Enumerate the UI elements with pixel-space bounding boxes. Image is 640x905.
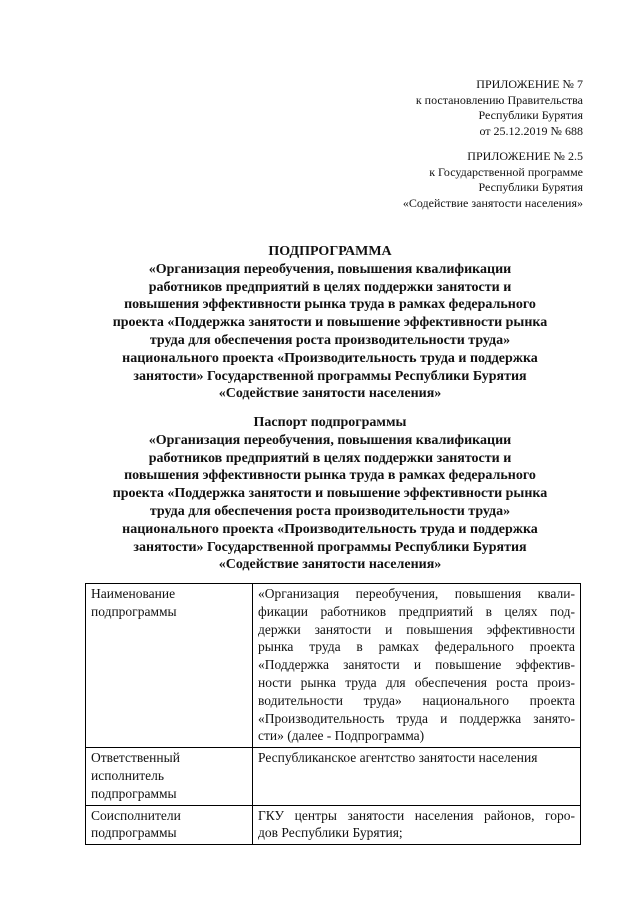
row-value-line: сти» (далее - Подпрограмма) xyxy=(258,728,425,744)
annex-2-5-header xyxy=(403,149,583,211)
row-value-cell xyxy=(253,748,581,805)
row-label-line: Соисполнители xyxy=(91,807,181,823)
annex-7-line: Республики Бурятия xyxy=(478,108,583,122)
row-value-line: «Производительность труда и поддержка занято- xyxy=(258,710,575,726)
row-label-line: подпрограммы xyxy=(91,825,177,841)
table-row xyxy=(86,748,581,805)
row-label-line: Наименование xyxy=(91,586,176,601)
row-value-line: «Организация переобучения, повышения квали- xyxy=(258,586,575,601)
subprogram-title-line: повышения эффективности рынка труда в рамках федерального xyxy=(124,297,536,313)
row-value-line: держки занятости и повышения эффективности xyxy=(258,621,575,637)
subprogram-title-line: работников предприятий в целях поддержки занятости и xyxy=(148,279,512,295)
passport-heading xyxy=(80,414,580,574)
annex-7-header xyxy=(416,77,583,139)
passport-title-line: работников предприятий в целях поддержки занятости и xyxy=(148,450,512,466)
subprogram-title-line: проекта «Поддержка занятости и повышение эффективности рынка xyxy=(112,315,548,331)
row-label-cell xyxy=(86,748,253,805)
row-value-line: фикации работников предприятий в целях под- xyxy=(258,603,575,619)
row-label-line: подпрограммы xyxy=(91,785,177,801)
passport-title-line: проекта «Поддержка занятости и повышение эффективности рынка xyxy=(112,486,548,502)
table-row xyxy=(86,805,581,845)
annex-7-line: к постановлению Правительства xyxy=(415,92,583,107)
annex-2-5-line: «Содействие занятости населения» xyxy=(402,195,583,210)
annex-2-5-line: к Государственной программе xyxy=(429,164,583,179)
subprogram-title-line: труда для обеспечения роста производительности труда» xyxy=(149,332,511,348)
passport-table xyxy=(85,583,581,845)
row-value-cell xyxy=(253,584,581,748)
row-label-line: Ответственный xyxy=(91,750,180,766)
table-row xyxy=(86,584,581,748)
passport-title-line: «Организация переобучения, повышения квалификации xyxy=(148,432,512,448)
subprogram-title: ПОДПРОГРАММА xyxy=(268,244,392,259)
passport-title-line: труда для обеспечения роста производительности труда» xyxy=(149,503,511,519)
row-label-line: подпрограммы xyxy=(91,603,177,619)
row-value-line: дов Республики Бурятия; xyxy=(258,825,403,841)
row-value-line: рынка труда в рамках федерального проекта xyxy=(258,639,575,655)
annex-7-line: ПРИЛОЖЕНИЕ № 7 xyxy=(476,77,583,91)
passport-title: Паспорт подпрограммы xyxy=(253,415,407,430)
annex-2-5-line: Республики Бурятия xyxy=(478,180,583,194)
passport-title-line: «Содействие занятости населения» xyxy=(218,557,442,573)
passport-title-line: повышения эффективности рынка труда в рамках федерального xyxy=(124,468,536,484)
row-label-line: исполнитель xyxy=(91,767,164,783)
annex-2-5-line: ПРИЛОЖЕНИЕ № 2.5 xyxy=(467,149,583,163)
subprogram-title-line: «Организация переобучения, повышения квалификации xyxy=(148,261,512,277)
subprogram-title-line: «Содействие занятости населения» xyxy=(218,386,442,402)
subprogram-title-line: занятости» Государственной программы Республики Бурятия xyxy=(133,368,527,384)
row-value-cell xyxy=(253,805,581,845)
row-value-line: «Поддержка занятости и повышение эффектив- xyxy=(258,657,575,673)
row-value-line: Республиканское агентство занятости населения xyxy=(258,750,538,766)
row-label-cell xyxy=(86,805,253,845)
annex-7-line: от 25.12.2019 № 688 xyxy=(479,123,583,138)
row-value-line: ГКУ центры занятости населения районов, горо- xyxy=(258,807,575,823)
row-label-cell xyxy=(86,584,253,748)
passport-title-line: занятости» Государственной программы Республики Бурятия xyxy=(133,539,527,555)
subprogram-title-line: национального проекта «Производительность труда и поддержка xyxy=(122,350,538,366)
row-value-line: ности рынка труда для обеспечения роста произ- xyxy=(258,674,575,690)
subprogram-heading xyxy=(80,243,580,403)
row-value-line: водительности труда» национального проекта xyxy=(258,692,575,708)
passport-title-line: национального проекта «Производительность труда и поддержка xyxy=(122,521,538,537)
